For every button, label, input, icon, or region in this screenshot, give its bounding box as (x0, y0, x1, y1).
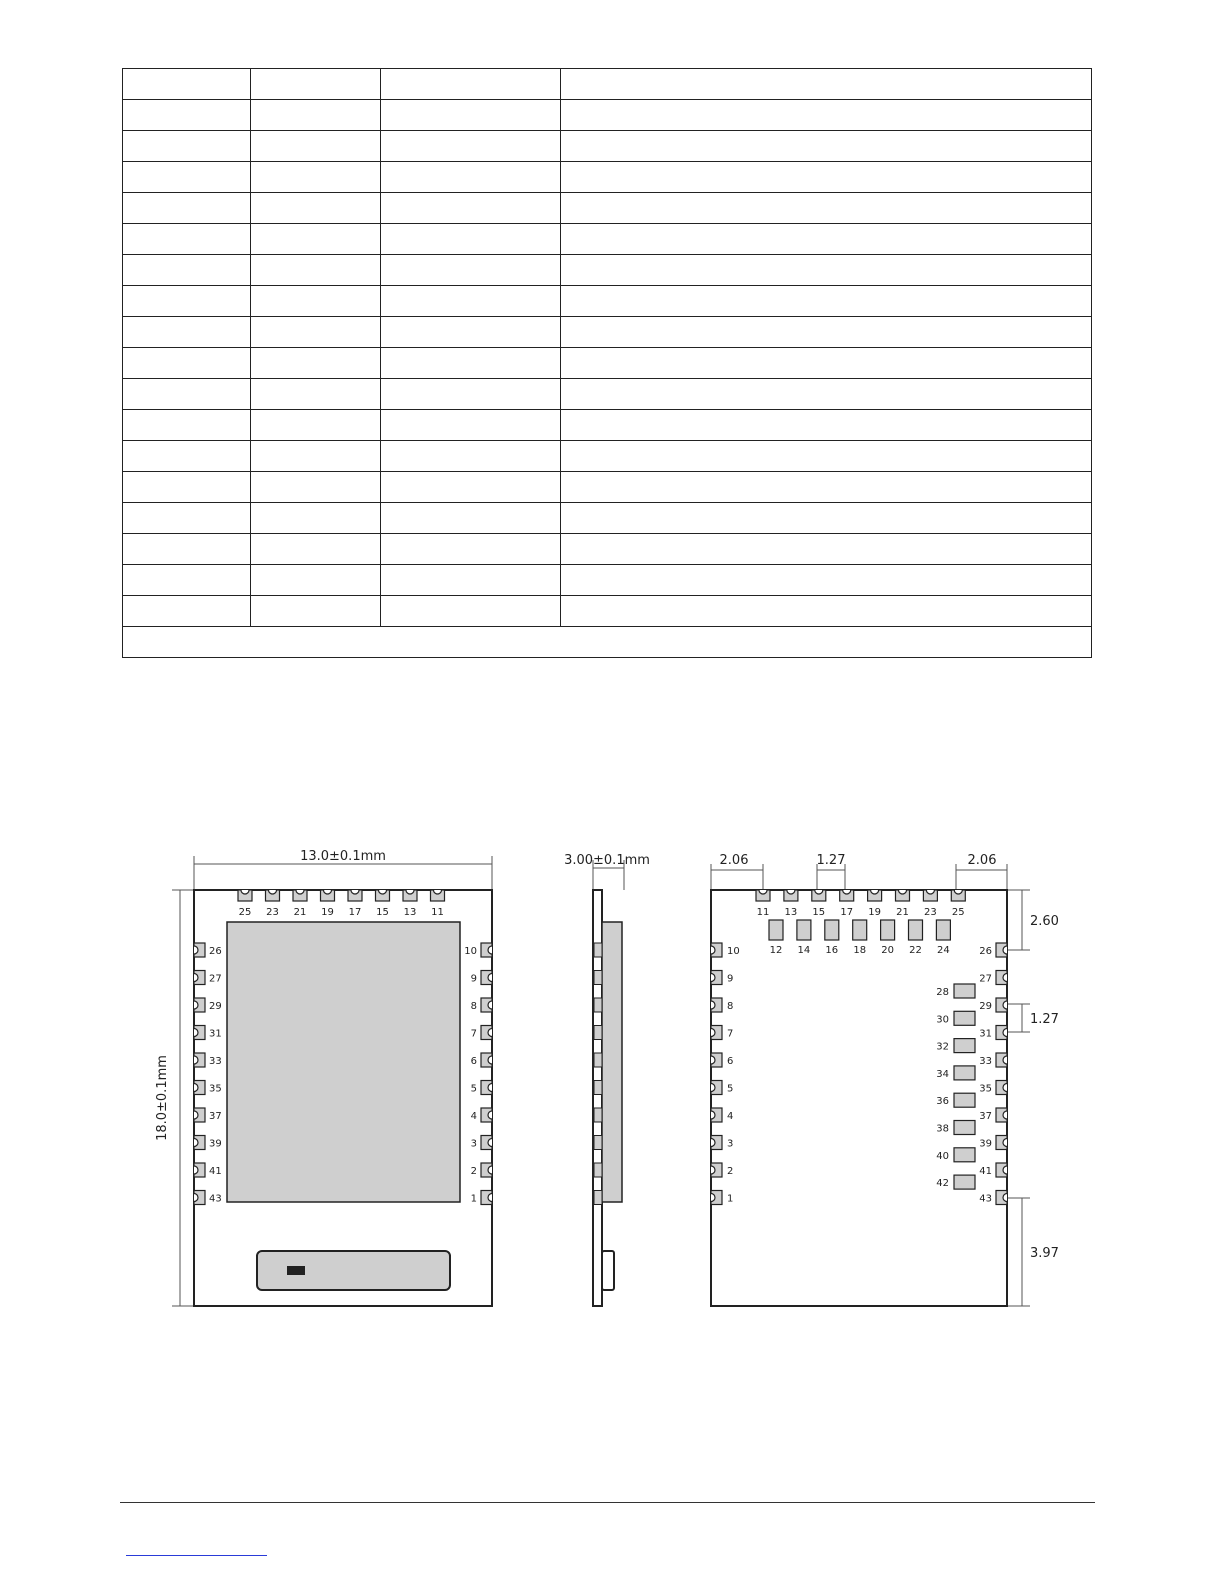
pin-number-label: 32 (936, 1041, 949, 1053)
spec-table-cell (381, 224, 561, 255)
front-view (155, 849, 492, 1306)
spec-table-cell (381, 441, 561, 472)
bottom-right-pad-hole (1003, 1166, 1007, 1174)
spec-table-cell (123, 565, 251, 596)
bottom-inner-column-pad (954, 1066, 975, 1080)
front-right-pad-hole (488, 1056, 492, 1064)
bottom-right-offset-dimension: 2.06 (967, 853, 997, 868)
footer-link-underline (126, 1555, 267, 1556)
side-pad (594, 1053, 602, 1067)
pin-number-label: 19 (321, 907, 334, 918)
front-right-pad-hole (488, 1139, 492, 1147)
spec-table-cell (251, 286, 381, 317)
bottom-inner-column-pad (954, 1039, 975, 1053)
spec-table-cell (251, 100, 381, 131)
front-right-pad-hole (488, 1111, 492, 1119)
spec-table-row (123, 596, 1092, 627)
spec-table-cell (381, 193, 561, 224)
spec-table-row (123, 224, 1092, 255)
bottom-right-pad-hole (1003, 1084, 1007, 1092)
pin-number-label: 6 (470, 1056, 477, 1067)
spec-table-cell (251, 503, 381, 534)
spec-table-cell (381, 100, 561, 131)
pin-number-label: 35 (209, 1083, 222, 1095)
side-pad (594, 1191, 602, 1205)
bottom-inner-column-pad (954, 1093, 975, 1107)
pin-number-label: 42 (936, 1178, 949, 1190)
pin-number-label: 24 (937, 945, 950, 956)
front-antenna (257, 1251, 450, 1290)
pin-number-label: 13 (784, 907, 798, 918)
pin-number-label: 3 (727, 1138, 734, 1150)
spec-table-cell (251, 534, 381, 565)
bottom-inner-column-pad (954, 1175, 975, 1189)
antenna-feed-mark (287, 1266, 305, 1275)
bottom-top-pad-hole (787, 890, 795, 894)
side-pad (594, 1026, 602, 1040)
spec-table-footer-cell (123, 627, 1092, 658)
front-right-pad-hole (488, 1166, 492, 1174)
spec-table-row (123, 503, 1092, 534)
pin-number-label: 18 (853, 945, 867, 956)
pin-number-label: 4 (470, 1111, 477, 1122)
spec-table-cell (561, 441, 1092, 472)
front-left-pad-hole (194, 946, 198, 954)
pin-number-label: 38 (936, 1123, 949, 1135)
pin-number-label: 15 (812, 907, 826, 918)
pin-number-label: 2 (470, 1166, 477, 1177)
bottom-top-pitch-dimension: 1.27 (816, 853, 846, 868)
bottom-right-pad-hole (1003, 1029, 1007, 1037)
pin-number-label: 10 (464, 946, 477, 957)
front-top-pad-hole (406, 890, 414, 894)
pin-number-label: 41 (979, 1166, 992, 1177)
front-width-dimension: 13.0±0.1mm (300, 849, 386, 864)
spec-table-cell (561, 503, 1092, 534)
side-pad (594, 1081, 602, 1095)
bottom-top-pad-hole (926, 890, 934, 894)
spec-table-cell (123, 162, 251, 193)
pin-number-label: 23 (924, 907, 937, 918)
spec-table-cell (123, 348, 251, 379)
pin-number-label: 40 (936, 1150, 949, 1162)
bottom-inner-row-pad (936, 920, 950, 940)
spec-table-cell (381, 255, 561, 286)
pin-number-label: 29 (979, 1001, 992, 1012)
spec-table-cell (561, 472, 1092, 503)
spec-table-cell (123, 503, 251, 534)
spec-table-cell (251, 441, 381, 472)
spec-table-cell (123, 100, 251, 131)
spec-table-cell (381, 69, 561, 100)
spec-table-cell (123, 534, 251, 565)
spec-table-cell (251, 379, 381, 410)
front-right-pad-hole (488, 1194, 492, 1202)
bottom-right-pad-hole (1003, 974, 1007, 982)
pin-number-label: 35 (979, 1083, 992, 1095)
bottom-left-pad-hole (711, 1001, 715, 1009)
bottom-bottom-margin-dimension: 3.97 (1030, 1246, 1059, 1261)
pin-number-label: 3 (470, 1138, 477, 1150)
spec-table-row (123, 162, 1092, 193)
bottom-top-pad-hole (954, 890, 962, 894)
front-left-pad-hole (194, 1111, 198, 1119)
front-right-pad-hole (488, 1084, 492, 1092)
pin-number-label: 36 (936, 1096, 949, 1108)
front-top-pad-hole (434, 890, 442, 894)
pin-number-label: 29 (209, 1001, 222, 1012)
spec-table-cell (381, 286, 561, 317)
spec-table-row (123, 100, 1092, 131)
pin-number-label: 43 (979, 1193, 992, 1205)
spec-table-cell (251, 317, 381, 348)
spec-table-cell (251, 69, 381, 100)
spec-table-row (123, 286, 1092, 317)
spec-table-cell (381, 317, 561, 348)
side-antenna (602, 1251, 614, 1290)
spec-table-cell (381, 348, 561, 379)
spec-table-cell (381, 162, 561, 193)
bottom-right-pad-hole (1003, 1001, 1007, 1009)
spec-table-row (123, 534, 1092, 565)
pin-number-label: 39 (979, 1138, 992, 1150)
bottom-left-pad-hole (711, 1056, 715, 1064)
spec-table-cell (123, 131, 251, 162)
spec-table-row (123, 69, 1092, 100)
spec-table-row (123, 348, 1092, 379)
bottom-left-pad-hole (711, 1111, 715, 1119)
pin-number-label: 15 (376, 907, 389, 918)
front-left-pad-hole (194, 974, 198, 982)
front-top-pad-hole (296, 890, 304, 894)
spec-table-row (123, 131, 1092, 162)
spec-table-cell (381, 596, 561, 627)
pin-number-label: 2 (727, 1166, 734, 1177)
spec-table-cell (381, 565, 561, 596)
bottom-top-pad-hole (815, 890, 823, 894)
pin-number-label: 26 (209, 946, 222, 957)
spec-table-cell (561, 596, 1092, 627)
pin-number-label: 27 (209, 973, 222, 985)
side-pad (594, 1108, 602, 1122)
bottom-right-pad-hole (1003, 1111, 1007, 1119)
pin-number-label: 31 (979, 1028, 992, 1040)
pin-number-label: 7 (727, 1028, 734, 1040)
front-left-pad-hole (194, 1084, 198, 1092)
bottom-inner-column-pad (954, 1121, 975, 1135)
pin-number-label: 19 (868, 907, 881, 918)
bottom-top-pad-hole (759, 890, 767, 894)
spec-table-cell (123, 379, 251, 410)
bottom-left-pad-hole (711, 1084, 715, 1092)
pin-number-label: 13 (403, 907, 417, 918)
spec-table-cell (561, 69, 1092, 100)
pin-number-label: 25 (238, 907, 252, 918)
front-top-pad-hole (241, 890, 249, 894)
front-top-pad-hole (379, 890, 387, 894)
spec-table-cell (251, 255, 381, 286)
spec-table-cell (123, 255, 251, 286)
spec-table-row (123, 410, 1092, 441)
bottom-left-pad-hole (711, 946, 715, 954)
spec-table-row (123, 379, 1092, 410)
side-shield-can (602, 922, 622, 1202)
bottom-left-offset-dimension: 2.06 (719, 853, 749, 868)
pin-number-label: 5 (470, 1083, 477, 1095)
spec-table-cell (381, 379, 561, 410)
front-top-pad-hole (324, 890, 332, 894)
pin-number-label: 17 (348, 907, 362, 918)
pin-number-label: 10 (727, 946, 740, 957)
pin-number-label: 6 (727, 1056, 734, 1067)
bottom-inner-row-pad (797, 920, 811, 940)
spec-table-cell (123, 193, 251, 224)
spec-table-cell (381, 534, 561, 565)
bottom-right-pad-hole (1003, 946, 1007, 954)
bottom-view (711, 853, 1059, 1306)
bottom-left-pad-hole (711, 974, 715, 982)
front-shield-can (227, 922, 460, 1202)
spec-table-cell (251, 162, 381, 193)
pin-number-label: 4 (727, 1111, 734, 1122)
spec-table-footer-row (123, 627, 1092, 658)
front-top-pad-hole (351, 890, 359, 894)
pin-number-label: 11 (756, 907, 770, 918)
pin-number-label: 20 (881, 945, 894, 956)
pin-number-label: 23 (266, 907, 279, 918)
spec-table-cell (561, 162, 1092, 193)
bottom-top-pad-hole (843, 890, 851, 894)
bottom-inner-column-pad (954, 984, 975, 998)
spec-table (122, 68, 1092, 658)
pin-number-label: 27 (979, 973, 992, 985)
pin-number-label: 39 (209, 1138, 222, 1150)
pin-number-label: 25 (951, 907, 965, 918)
spec-table-cell (251, 131, 381, 162)
front-left-pad-hole (194, 1194, 198, 1202)
side-pad (594, 1136, 602, 1150)
side-thickness-dimension: 3.00±0.1mm (564, 853, 650, 868)
front-left-pad-hole (194, 1139, 198, 1147)
pin-number-label: 16 (825, 945, 839, 956)
spec-table-cell (251, 596, 381, 627)
pin-number-label: 33 (979, 1056, 992, 1067)
spec-table-row (123, 565, 1092, 596)
bottom-left-pad-hole (711, 1194, 715, 1202)
bottom-right-pad-hole (1003, 1056, 1007, 1064)
front-right-pad-hole (488, 1029, 492, 1037)
spec-table-cell (561, 534, 1092, 565)
bottom-left-pad-hole (711, 1139, 715, 1147)
front-right-pad-hole (488, 1001, 492, 1009)
spec-table-row (123, 317, 1092, 348)
bottom-inner-column-pad (954, 1011, 975, 1025)
pin-number-label: 17 (840, 907, 854, 918)
pin-number-label: 41 (209, 1166, 222, 1177)
bottom-inner-row-pad (769, 920, 783, 940)
front-left-pad-hole (194, 1001, 198, 1009)
spec-table-cell (561, 317, 1092, 348)
spec-table-cell (561, 100, 1092, 131)
pin-number-label: 30 (936, 1014, 949, 1026)
pin-number-label: 37 (979, 1111, 992, 1122)
spec-table-row (123, 441, 1092, 472)
side-pad (594, 1163, 602, 1177)
pin-number-label: 9 (727, 973, 734, 985)
spec-table-cell (123, 596, 251, 627)
pin-number-label: 9 (470, 973, 477, 985)
bottom-inner-row-pad (909, 920, 923, 940)
spec-table-cell (251, 193, 381, 224)
spec-table-cell (251, 472, 381, 503)
spec-table-cell (381, 131, 561, 162)
bottom-left-pad-hole (711, 1166, 715, 1174)
spec-table-row (123, 193, 1092, 224)
spec-table-cell (251, 348, 381, 379)
bottom-right-pad-hole (1003, 1194, 1007, 1202)
side-pad (594, 998, 602, 1012)
bottom-inner-row-pad (825, 920, 839, 940)
spec-table-cell (561, 565, 1092, 596)
spec-table-row (123, 255, 1092, 286)
pin-number-label: 8 (727, 1001, 734, 1012)
spec-table-cell (381, 503, 561, 534)
pin-number-label: 43 (209, 1193, 222, 1205)
spec-table-cell (561, 410, 1092, 441)
spec-table-cell (251, 410, 381, 441)
spec-table-cell (561, 193, 1092, 224)
spec-table-cell (561, 131, 1092, 162)
front-left-pad-hole (194, 1056, 198, 1064)
pin-number-label: 22 (909, 945, 922, 956)
spec-table-cell (123, 472, 251, 503)
bottom-inner-row-pad (853, 920, 867, 940)
pin-number-label: 21 (896, 907, 909, 918)
side-pad (594, 943, 602, 957)
footer-rule (120, 1502, 1095, 1503)
pin-number-label: 11 (431, 907, 444, 918)
front-top-pad-hole (269, 890, 277, 894)
front-right-pad-hole (488, 974, 492, 982)
spec-table-cell (561, 348, 1092, 379)
spec-table-cell (561, 224, 1092, 255)
spec-table-cell (123, 441, 251, 472)
spec-table-cell (123, 317, 251, 348)
spec-table-cell (123, 69, 251, 100)
bottom-right-pad-hole (1003, 1139, 1007, 1147)
pin-number-label: 26 (979, 946, 992, 957)
side-view (564, 853, 650, 1306)
pin-number-label: 7 (470, 1028, 477, 1040)
bottom-top-margin-dimension: 2.60 (1030, 914, 1059, 929)
pin-number-label: 28 (936, 987, 949, 998)
pin-number-label: 14 (797, 945, 811, 956)
bottom-left-pad-hole (711, 1029, 715, 1037)
spec-table-cell (123, 286, 251, 317)
pin-number-label: 34 (936, 1068, 949, 1080)
pin-number-label: 33 (209, 1056, 222, 1067)
bottom-inner-column-pad (954, 1148, 975, 1162)
bottom-top-pad-hole (899, 890, 907, 894)
spec-table-cell (123, 410, 251, 441)
spec-table-cell (251, 224, 381, 255)
spec-table-row (123, 472, 1092, 503)
front-right-pad-hole (488, 946, 492, 954)
pin-number-label: 21 (293, 907, 307, 918)
pin-number-label: 31 (209, 1028, 222, 1040)
front-left-pad-hole (194, 1029, 198, 1037)
spec-table-cell (123, 224, 251, 255)
spec-table-cell (381, 410, 561, 441)
spec-table-cell (561, 286, 1092, 317)
pin-number-label: 5 (727, 1083, 734, 1095)
bottom-side-pitch-dimension: 1.27 (1030, 1012, 1059, 1027)
side-pad (594, 971, 602, 985)
pin-number-label: 12 (769, 945, 783, 956)
pin-number-label: 1 (470, 1193, 477, 1205)
pin-number-label: 1 (727, 1193, 734, 1205)
spec-table-cell (561, 255, 1092, 286)
spec-table-cell (381, 472, 561, 503)
bottom-top-pad-hole (871, 890, 879, 894)
pin-number-label: 8 (470, 1001, 477, 1012)
pin-number-label: 37 (209, 1111, 222, 1122)
module-dimension-drawing (0, 820, 1225, 1340)
front-left-pad-hole (194, 1166, 198, 1174)
bottom-inner-row-pad (881, 920, 895, 940)
spec-table-cell (251, 565, 381, 596)
spec-table-cell (561, 379, 1092, 410)
front-height-dimension: 18.0±0.1mm (155, 1055, 170, 1141)
